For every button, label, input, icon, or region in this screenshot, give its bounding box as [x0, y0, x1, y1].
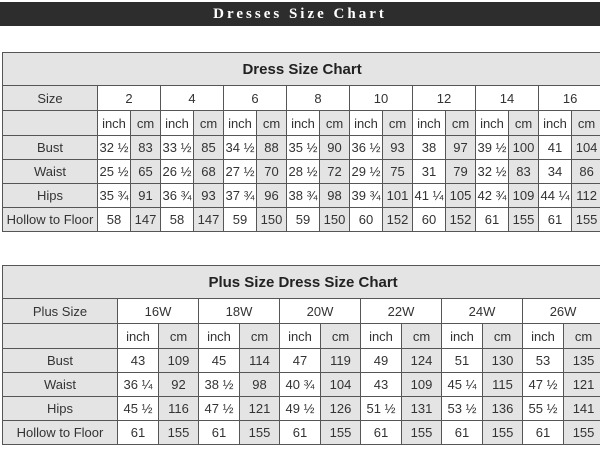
- unit-inch-cell: inch: [224, 111, 257, 136]
- cm-value-cell: 70: [257, 160, 287, 184]
- unit-header-row: [3, 324, 600, 349]
- size-header-cell: 12: [413, 86, 476, 111]
- unit-header-row: [3, 111, 600, 136]
- unit-cm-cell: cm: [240, 324, 280, 349]
- unit-inch-cell: inch: [98, 111, 131, 136]
- unit-cm-cell: cm: [194, 111, 224, 136]
- inch-value-cell: 39 ¾: [350, 184, 383, 208]
- unit-inch-cell: inch: [199, 324, 240, 349]
- inch-value-cell: 38: [413, 136, 446, 160]
- cm-value-cell: 93: [383, 136, 413, 160]
- inch-value-cell: 61: [199, 421, 240, 445]
- cm-value-cell: 93: [194, 184, 224, 208]
- measurement-row: [3, 397, 600, 421]
- unit-cm-cell: cm: [509, 111, 539, 136]
- table-title-row: [3, 53, 600, 86]
- inch-value-cell: 31: [413, 160, 446, 184]
- cm-value-cell: 155: [159, 421, 199, 445]
- table-title-row: [3, 266, 600, 299]
- cm-value-cell: 147: [131, 208, 161, 232]
- cm-value-cell: 101: [383, 184, 413, 208]
- inch-value-cell: 35 ¾: [98, 184, 131, 208]
- inch-value-cell: 59: [287, 208, 320, 232]
- cm-value-cell: 83: [131, 136, 161, 160]
- cm-value-cell: 109: [509, 184, 539, 208]
- table-title: Plus Size Dress Size Chart: [3, 266, 600, 299]
- inch-value-cell: 27 ½: [224, 160, 257, 184]
- cm-value-cell: 147: [194, 208, 224, 232]
- measurement-row: [3, 421, 600, 445]
- dress-size-chart-table: [2, 52, 600, 232]
- cm-value-cell: 115: [483, 373, 523, 397]
- inch-value-cell: 60: [350, 208, 383, 232]
- cm-value-cell: 97: [446, 136, 476, 160]
- cm-value-cell: 121: [564, 373, 600, 397]
- row-label-cell: Hips: [3, 184, 98, 208]
- inch-value-cell: 47 ½: [523, 373, 564, 397]
- inch-value-cell: 53: [523, 349, 564, 373]
- size-header-cell: 8: [287, 86, 350, 111]
- unit-inch-cell: inch: [161, 111, 194, 136]
- cm-value-cell: 141: [564, 397, 600, 421]
- unit-inch-cell: inch: [118, 324, 159, 349]
- row-label-cell: Waist: [3, 373, 118, 397]
- cm-value-cell: 105: [446, 184, 476, 208]
- inch-value-cell: 61: [118, 421, 159, 445]
- size-header-cell: 18W: [199, 299, 280, 324]
- inch-value-cell: 61: [539, 208, 572, 232]
- inch-value-cell: 55 ½: [523, 397, 564, 421]
- cm-value-cell: 91: [131, 184, 161, 208]
- inch-value-cell: 41 ¼: [413, 184, 446, 208]
- size-header-cell: 6: [224, 86, 287, 111]
- unit-cm-cell: cm: [257, 111, 287, 136]
- row-label-cell: Waist: [3, 160, 98, 184]
- cm-value-cell: 155: [564, 421, 600, 445]
- row-label-cell: Hips: [3, 397, 118, 421]
- unit-cm-cell: cm: [564, 324, 600, 349]
- cm-value-cell: 109: [159, 349, 199, 373]
- inch-value-cell: 49 ½: [280, 397, 321, 421]
- inch-value-cell: 32 ½: [98, 136, 131, 160]
- cm-value-cell: 68: [194, 160, 224, 184]
- unit-cm-cell: cm: [320, 111, 350, 136]
- cm-value-cell: 152: [383, 208, 413, 232]
- cm-value-cell: 155: [240, 421, 280, 445]
- inch-value-cell: 61: [523, 421, 564, 445]
- cm-value-cell: 131: [402, 397, 442, 421]
- inch-value-cell: 42 ¾: [476, 184, 509, 208]
- size-header-cell: 16: [539, 86, 600, 111]
- size-header-cell: 16W: [118, 299, 199, 324]
- cm-value-cell: 130: [483, 349, 523, 373]
- inch-value-cell: 49: [361, 349, 402, 373]
- inch-value-cell: 40 ¾: [280, 373, 321, 397]
- inch-value-cell: 33 ½: [161, 136, 194, 160]
- cm-value-cell: 155: [321, 421, 361, 445]
- unit-cm-cell: cm: [446, 111, 476, 136]
- cm-value-cell: 155: [572, 208, 600, 232]
- cm-value-cell: 79: [446, 160, 476, 184]
- row-label-cell: Bust: [3, 136, 98, 160]
- inch-value-cell: 38 ¾: [287, 184, 320, 208]
- table-title: Dress Size Chart: [3, 53, 600, 86]
- measurement-row: [3, 349, 600, 373]
- unit-cm-cell: cm: [572, 111, 600, 136]
- cm-value-cell: 75: [383, 160, 413, 184]
- size-label-cell: Plus Size: [3, 299, 118, 324]
- cm-value-cell: 86: [572, 160, 600, 184]
- inch-value-cell: 38 ½: [199, 373, 240, 397]
- cm-value-cell: 98: [240, 373, 280, 397]
- inch-value-cell: 51: [442, 349, 483, 373]
- measurement-row: [3, 136, 600, 160]
- inch-value-cell: 61: [361, 421, 402, 445]
- inch-value-cell: 34: [539, 160, 572, 184]
- cm-value-cell: 126: [321, 397, 361, 421]
- unit-inch-cell: inch: [523, 324, 564, 349]
- size-header-row: [3, 299, 600, 324]
- size-header-cell: 22W: [361, 299, 442, 324]
- size-header-cell: 2: [98, 86, 161, 111]
- inch-value-cell: 37 ¾: [224, 184, 257, 208]
- inch-value-cell: 45 ¼: [442, 373, 483, 397]
- cm-value-cell: 83: [509, 160, 539, 184]
- inch-value-cell: 43: [361, 373, 402, 397]
- cm-value-cell: 90: [320, 136, 350, 160]
- inch-value-cell: 36 ¾: [161, 184, 194, 208]
- inch-value-cell: 58: [161, 208, 194, 232]
- cm-value-cell: 135: [564, 349, 600, 373]
- cm-value-cell: 121: [240, 397, 280, 421]
- measurement-row: [3, 373, 600, 397]
- inch-value-cell: 39 ½: [476, 136, 509, 160]
- inch-value-cell: 60: [413, 208, 446, 232]
- inch-value-cell: 26 ½: [161, 160, 194, 184]
- size-header-row: [3, 86, 600, 111]
- size-header-cell: 26W: [523, 299, 600, 324]
- row-label-cell: Bust: [3, 349, 118, 373]
- cm-value-cell: 155: [402, 421, 442, 445]
- inch-value-cell: 61: [476, 208, 509, 232]
- measurement-row: [3, 160, 600, 184]
- unit-inch-cell: inch: [280, 324, 321, 349]
- inch-value-cell: 61: [280, 421, 321, 445]
- unit-inch-cell: inch: [413, 111, 446, 136]
- inch-value-cell: 25 ½: [98, 160, 131, 184]
- cm-value-cell: 92: [159, 373, 199, 397]
- cm-value-cell: 116: [159, 397, 199, 421]
- measurement-row: [3, 184, 600, 208]
- inch-value-cell: 47 ½: [199, 397, 240, 421]
- cm-value-cell: 96: [257, 184, 287, 208]
- measurement-row: [3, 208, 600, 232]
- unit-cm-cell: cm: [383, 111, 413, 136]
- cm-value-cell: 100: [509, 136, 539, 160]
- cm-value-cell: 136: [483, 397, 523, 421]
- inch-value-cell: 59: [224, 208, 257, 232]
- inch-value-cell: 44 ¼: [539, 184, 572, 208]
- size-header-cell: 20W: [280, 299, 361, 324]
- size-header-cell: 24W: [442, 299, 523, 324]
- cm-value-cell: 65: [131, 160, 161, 184]
- cm-value-cell: 104: [321, 373, 361, 397]
- inch-value-cell: 41: [539, 136, 572, 160]
- inch-value-cell: 45 ½: [118, 397, 159, 421]
- inch-value-cell: 58: [98, 208, 131, 232]
- unit-cm-cell: cm: [159, 324, 199, 349]
- cm-value-cell: 124: [402, 349, 442, 373]
- unit-cm-cell: cm: [483, 324, 523, 349]
- size-header-cell: 10: [350, 86, 413, 111]
- cm-value-cell: 119: [321, 349, 361, 373]
- cm-value-cell: 112: [572, 184, 600, 208]
- unit-inch-cell: inch: [287, 111, 320, 136]
- unit-inch-cell: inch: [361, 324, 402, 349]
- inch-value-cell: 32 ½: [476, 160, 509, 184]
- unit-inch-cell: inch: [539, 111, 572, 136]
- inch-value-cell: 29 ½: [350, 160, 383, 184]
- cm-value-cell: 88: [257, 136, 287, 160]
- unit-row-spacer-cell: [3, 111, 98, 136]
- cm-value-cell: 104: [572, 136, 600, 160]
- cm-value-cell: 150: [257, 208, 287, 232]
- inch-value-cell: 61: [442, 421, 483, 445]
- cm-value-cell: 98: [320, 184, 350, 208]
- unit-cm-cell: cm: [131, 111, 161, 136]
- page-title-bar: [0, 2, 600, 26]
- inch-value-cell: 28 ½: [287, 160, 320, 184]
- cm-value-cell: 109: [402, 373, 442, 397]
- unit-cm-cell: cm: [321, 324, 361, 349]
- inch-value-cell: 34 ½: [224, 136, 257, 160]
- cm-value-cell: 150: [320, 208, 350, 232]
- size-header-cell: 4: [161, 86, 224, 111]
- size-header-cell: 14: [476, 86, 539, 111]
- cm-value-cell: 114: [240, 349, 280, 373]
- row-label-cell: Hollow to Floor: [3, 421, 118, 445]
- inch-value-cell: 51 ½: [361, 397, 402, 421]
- unit-cm-cell: cm: [402, 324, 442, 349]
- unit-row-spacer-cell: [3, 324, 118, 349]
- cm-value-cell: 85: [194, 136, 224, 160]
- inch-value-cell: 53 ½: [442, 397, 483, 421]
- cm-value-cell: 155: [483, 421, 523, 445]
- page-title: Dresses Size Chart: [213, 6, 387, 23]
- cm-value-cell: 155: [509, 208, 539, 232]
- inch-value-cell: 45: [199, 349, 240, 373]
- unit-inch-cell: inch: [350, 111, 383, 136]
- inch-value-cell: 35 ½: [287, 136, 320, 160]
- inch-value-cell: 47: [280, 349, 321, 373]
- cm-value-cell: 152: [446, 208, 476, 232]
- size-label-cell: Size: [3, 86, 98, 111]
- cm-value-cell: 72: [320, 160, 350, 184]
- unit-inch-cell: inch: [442, 324, 483, 349]
- row-label-cell: Hollow to Floor: [3, 208, 98, 232]
- inch-value-cell: 43: [118, 349, 159, 373]
- plus-size-dress-size-chart-table: [2, 265, 600, 445]
- inch-value-cell: 36 ½: [350, 136, 383, 160]
- inch-value-cell: 36 ¼: [118, 373, 159, 397]
- unit-inch-cell: inch: [476, 111, 509, 136]
